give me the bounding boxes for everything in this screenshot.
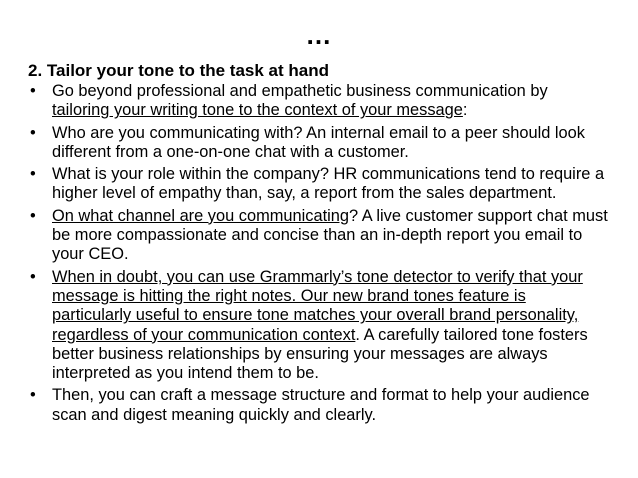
bullet-icon: • bbox=[30, 82, 36, 100]
bullet-text: Then, you can craft a message structure and format to help your audience scan and digest meaning quickly and clearly. bbox=[52, 386, 590, 424]
bullet-text: : bbox=[462, 101, 468, 120]
bullet-text: ? A live customer support chat must be more compassionate and concise than an in-depth report you email to your CEO. bbox=[52, 206, 608, 264]
bullet-item bbox=[28, 82, 608, 121]
bullet-icon: • bbox=[30, 123, 36, 142]
bullet-item bbox=[28, 165, 608, 204]
bullet-text: What is your role within the company? HR communications tend to require a higher level of empathy than, say, a report from the sales department. bbox=[52, 165, 605, 203]
section-heading: 2. Tailor your tone to the task at hand bbox=[28, 61, 330, 80]
slide-content bbox=[28, 60, 608, 428]
bullet-icon: • bbox=[30, 206, 36, 225]
bullet-text: . A carefully tailored tone fosters better business relationships by ensuring your messages are always interpreted as you intend them to be. bbox=[52, 325, 588, 383]
bullet-item bbox=[28, 386, 608, 425]
bullet-text: Who are you communicating with? An internal email to a peer should look different from a one-on-one chat with a customer. bbox=[52, 123, 585, 161]
tone-detector-link[interactable]: When in doubt, you can use Grammarly’s tone detector to verify that your message is hitting the right notes. Our new brand tones feature is particularly useful to ensure tone matches your overall brand personality, regardless of your communication context bbox=[52, 267, 583, 344]
bullet-icon: • bbox=[30, 386, 36, 405]
slide-title: … bbox=[305, 20, 333, 50]
bullet-list bbox=[28, 82, 608, 425]
bullet-item bbox=[28, 124, 608, 163]
bullet-item bbox=[28, 207, 608, 265]
channel-link[interactable]: On what channel are you communicating bbox=[52, 206, 350, 225]
bullet-text: Go beyond professional and empathetic business communication by bbox=[52, 82, 548, 100]
bullet-icon: • bbox=[30, 267, 36, 286]
bullet-item bbox=[28, 268, 608, 384]
tone-context-link[interactable]: tailoring your writing tone to the context of your message bbox=[52, 101, 463, 120]
bullet-icon: • bbox=[30, 165, 36, 184]
